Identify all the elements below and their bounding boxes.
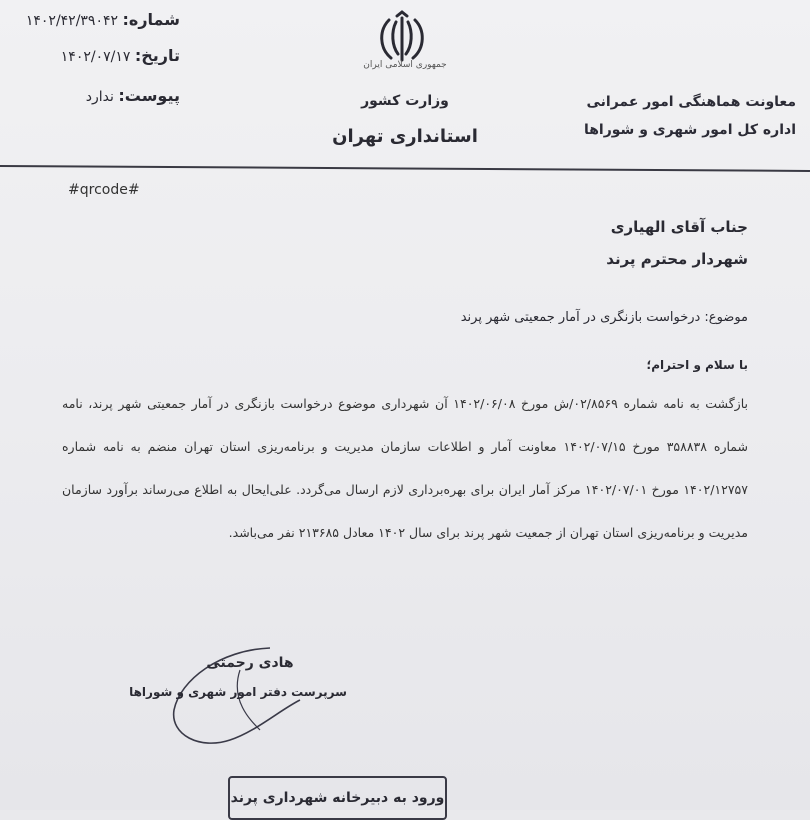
date-value: ۱۴۰۲/۰۷/۱۷ [60,49,131,65]
emblem-caption: جمهوری اسلامی ایران [363,60,447,70]
letter-attachment [10,86,180,105]
number-value: ۱۴۰۲/۴۲/۳۹۰۴۲ [25,13,119,29]
letter-number [10,10,180,29]
letter-subject: موضوع: درخواست بازنگری در آمار جمعیتی شهر پرند [460,310,748,325]
signatory-name: هادی رحمتی [206,655,294,671]
signatory-title: سرپرست دفتر امور شهری و شوراها [129,685,347,699]
addressee-name: جناب آقای الهیاری [610,218,748,236]
letter-date [10,46,180,65]
department-header [536,88,796,144]
department-line-2: اداره کل امور شهری و شوراها [583,122,796,138]
iran-emblem-icon [367,8,437,68]
header-divider [0,165,810,172]
letter-body: بازگشت به نامه شماره ۰۲/۸۵۶۹/ش مورخ ۱۴۰۲/۰۶/۰۸ آن شهرداری موضوع درخواست بازنگری در آمار جمعیتی شهر پرند، نامه شماره ۳۵۸۸۳۸ مورخ ۱۴۰۲/۰۷/۱۵ معاونت آمار و اطلاعات سازمان مدیریت و برنامه‌ریزی استان تهران منضم به نامه شماره ۱۴۰۲/۱۲۷۵۷ مورخ ۱۴۰۲/۰۷/۰۱ مرکز آمار ایران برای بهره‌برداری لازم ارسال می‌گردد. علی‌ایحال به اطلاع می‌رساند برآورد سازمان مدیریت و برنامه‌ریزی استان تهران از جمعیت شهر پرند برای سال ۱۴۰۲ معادل ۲۱۳۶۸۵ نفر می‌باشد. [62,396,748,540]
addressee-title: شهردار محترم پرند [606,250,748,268]
attachment-label: پیوست: [118,86,180,105]
ministry-name: وزارت کشور [361,93,449,109]
secretariat-stamp: ورود به دبیرخانه شهرداری پرند [228,776,447,820]
department-line-1: معاونت هماهنگی امور عمرانی [586,94,796,110]
date-label: تاریخ: [134,46,180,65]
greeting: با سلام و احترام؛ [646,358,748,372]
number-label: شماره: [122,10,180,29]
qrcode-placeholder: #qrcode# [68,182,140,198]
attachment-value: ندارد [85,89,114,105]
governorate-name: استانداری تهران [332,126,478,147]
